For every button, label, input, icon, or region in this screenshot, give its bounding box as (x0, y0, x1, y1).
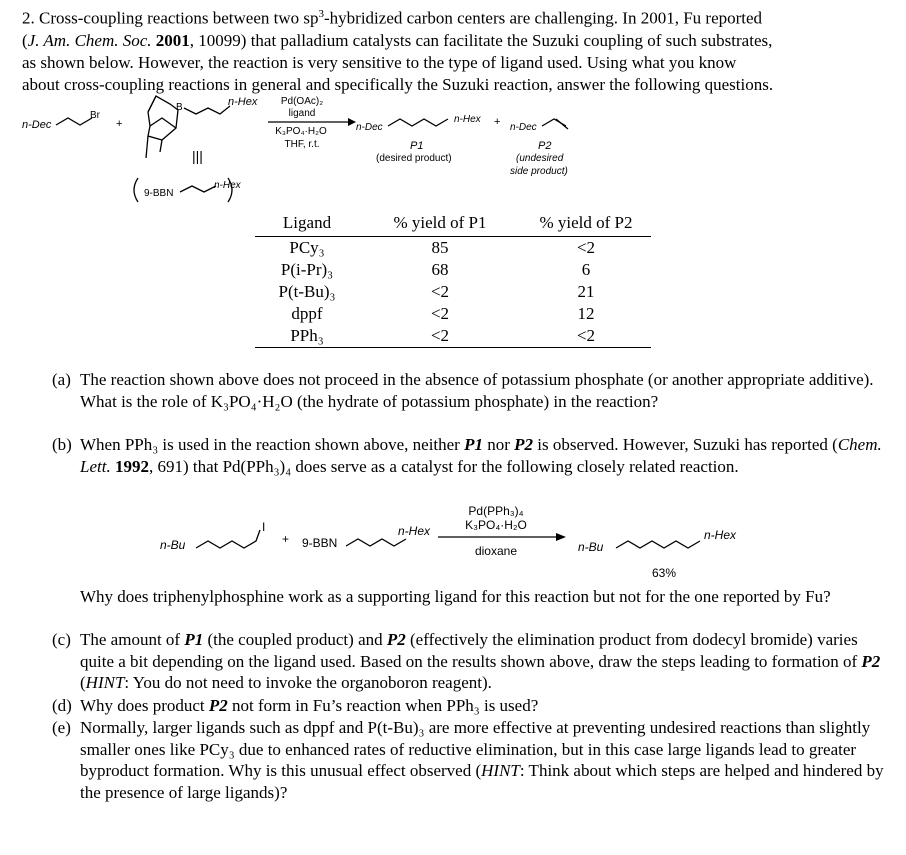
p2-yield-cell: 6 (581, 260, 591, 279)
question-c-text: The amount of P1 (the coupled product) and P2 (effectively the elimination product from dodecyl bromide) varies quite a bit depending on the ligand used. Based on the results shown above, draw the steps leading to formation of P2 (HINT: You do not need to invoke the organoboron reagent). (80, 630, 881, 693)
header-yield-p2: % yield of P2 (521, 212, 651, 237)
table-header-row (255, 212, 651, 237)
scheme2-plus: + (282, 532, 290, 546)
ligand-cell: P(t-Bu)₃ (278, 282, 336, 301)
ligand-cell: PPh₃ (255, 325, 359, 348)
table-row (255, 281, 651, 303)
scheme2-solvent: dioxane (474, 544, 518, 558)
question-e (52, 717, 888, 803)
table-row (255, 259, 651, 281)
product-p1-chain (388, 119, 448, 126)
p1-yield-cell: <2 (430, 304, 450, 323)
bracket-left (134, 178, 138, 202)
bbn-bracket-label: 9-BBN (144, 188, 174, 199)
p1-yield-cell: 68 (431, 260, 449, 279)
scheme2-base: K₃PO₄·H₂O (465, 518, 527, 532)
intro-line-4: about cross-coupling reactions in general and specifically the Suzuki reaction, answer the following questions. (22, 74, 774, 94)
scheme2-nbu-left: n-Bu (160, 538, 186, 552)
question-b-text: When PPh₃ is used in the reaction shown above, neither P1 nor P2 is observed. However, Suzuki has reported (Chem. Lett. 1992, 691) that Pd(PPh₃)₄ does serve as a catalyst for the following closely related reaction. (80, 435, 882, 476)
p1-nhex-label: n-Hex (454, 114, 481, 125)
equivalence-symbol: ||| (192, 148, 203, 164)
p1-yield-cell: <2 (430, 282, 450, 301)
p2-yield-cell: <2 (521, 325, 651, 348)
question-d (52, 695, 888, 717)
plus-sign-1: + (116, 118, 123, 130)
bromine-label: Br (90, 110, 100, 121)
catalyst-label-1: Pd(OAc)₂ (280, 96, 324, 107)
question-e-label: (e) (52, 718, 71, 737)
bbn-hex-zigzag (180, 186, 216, 192)
bbn-hex-chain-2 (346, 539, 406, 546)
question-b (52, 434, 888, 477)
boron-label: B (176, 102, 183, 113)
question-b-label: (b) (52, 435, 72, 454)
ligand-yield-table (255, 212, 651, 348)
p2-yield-cell: 21 (577, 282, 595, 301)
p2-caption-line1: (undesired (516, 153, 564, 164)
p2-caption-line2: side product) (510, 166, 568, 177)
ligand-cell: PCy₃ (289, 238, 325, 257)
scheme2-bbn: 9-BBN (302, 536, 338, 550)
question-c (52, 629, 888, 694)
ligand-cell: dppf (291, 304, 323, 323)
dodecyl-bromide-bond (56, 118, 92, 125)
question-c-label: (c) (52, 630, 71, 649)
intro-line-2: (J. Am. Chem. Soc. 2001, 10099) that palladium catalysts can facilitate the Suzuki coupling of such substrates, (22, 30, 773, 50)
intro-line-1: 2. Cross-coupling reactions between two $sp^3$-hybridized carbon centers are challenging. In 2001, Fu reported (22, 8, 763, 28)
scheme2-nhex-product: n-Hex (704, 528, 737, 542)
scheme2-nhex: n-Hex (398, 524, 431, 538)
header-ligand: Ligand (255, 212, 359, 237)
nbu-iodide-chain (196, 530, 260, 548)
scheme2-yield: 63% (652, 566, 677, 580)
scheme2-nbu-product: n-Bu (578, 540, 604, 554)
scheme2-iodo: I (262, 520, 266, 534)
ligand-label: ligand (288, 108, 316, 119)
base-label-1: K₃PO₄·H₂O (275, 126, 327, 137)
p2-yield-cell: 12 (577, 304, 595, 323)
question-b-followup-text: Why does triphenylphosphine work as a supporting ligand for this reaction but not for the one reported by Fu? (80, 587, 831, 606)
question-d-label: (d) (52, 696, 72, 715)
bbn-nhex-label: n-Hex (214, 180, 241, 191)
p2-ndec-label: n-Dec (510, 122, 537, 133)
table-row (255, 325, 651, 348)
question-d-text: Why does product P2 not form in Fu’s reaction when PPh₃ is used? (80, 696, 539, 715)
solvent-label-1: THF, r.t. (284, 139, 320, 150)
intro-line-3: as shown below. However, the reaction is very sensitive to the type of ligand used. Using what you know (22, 52, 737, 72)
plus-sign-2: + (494, 116, 501, 128)
question-e-text: Normally, larger ligands such as dppf and P(t-Bu)₃ are more effective at preventing undesired reactions than slightly smaller ones like PCy₃ due to enhanced rates of reductive elimination, but in this case large ligands lead to greater byproduct formation. Why is this unusual effect observed (HINT: Think about which steps are helped and hindered by the presence of large ligands)? (80, 718, 884, 802)
p2-label: P2 (538, 140, 552, 152)
product-chain-2 (616, 541, 700, 548)
p1-label: P1 (410, 140, 424, 152)
p1-yield-cell: <2 (359, 325, 521, 348)
nhex-top-label: n-Hex (228, 96, 258, 108)
question-a-text: The reaction shown above does not proceed in the absence of potassium phosphate (or another appropriate additive). What is the role of K₃PO₄·H₂O (the hydrate of potassium phosphate) in the reaction? (80, 370, 874, 411)
ligand-cell: P(i-Pr)₃ (280, 260, 334, 279)
p1-yield-cell: 85 (431, 238, 449, 257)
question-a-label: (a) (52, 370, 71, 389)
table-row (255, 237, 651, 260)
p2-yield-cell: <2 (576, 238, 596, 257)
scheme2-catalyst: Pd(PPh₃)₄ (468, 504, 524, 518)
p1-ndec-label: n-Dec (356, 122, 383, 133)
p1-caption: (desired product) (376, 153, 452, 164)
question-b-followup (52, 586, 888, 608)
header-yield-p1: % yield of P1 (359, 212, 521, 237)
question-a (52, 369, 888, 412)
bbn-hexyl-chain (184, 106, 230, 114)
table-row (255, 303, 651, 325)
ndec-left-label: n-Dec (22, 119, 52, 131)
